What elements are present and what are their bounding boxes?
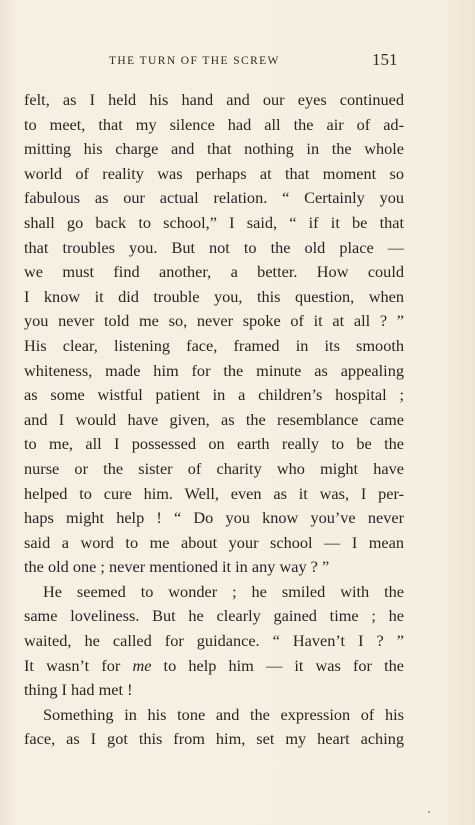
- text-line: helped to cure him. Well, even as it was, I per-: [24, 483, 404, 503]
- text-segment: It wasn’t for: [24, 655, 133, 675]
- text-line: said a word to me about your school — I mean: [24, 532, 404, 552]
- text-line: shall go back to school,” I said, “ if it be that: [24, 212, 404, 232]
- text-line-with-emphasis: [24, 654, 404, 679]
- text-line: as some wistful patient in a children’s hospital ;: [24, 385, 404, 405]
- text-line: fabulous as our actual relation. “ Certainly you: [24, 188, 404, 208]
- text-line: to me, all I possessed on earth really to be the: [24, 434, 404, 454]
- paper-speck: [428, 811, 430, 813]
- text-line: that troubles you. But not to the old place —: [24, 237, 404, 257]
- text-segment: to help him — it was for the: [151, 655, 404, 675]
- text-line: nurse or the sister of charity who might have: [24, 458, 404, 478]
- text-line: mitting his charge and that nothing in the whole: [24, 139, 404, 159]
- text-line: face, as I got this from him, set my heart aching: [24, 729, 404, 749]
- text-line: same loveliness. But he clearly gained time ; he: [24, 606, 404, 626]
- running-head: THE TURN OF THE SCREW: [109, 55, 280, 67]
- body-text: [24, 88, 404, 752]
- text-line: waited, he called for guidance. “ Haven’t I ? ”: [24, 631, 404, 651]
- emphasized-word: me: [132, 655, 152, 675]
- text-line: and I would have given, as the resemblance came: [24, 409, 404, 429]
- text-line: world of reality was perhaps at that moment so: [24, 163, 404, 183]
- text-line: thing I had met !: [24, 680, 133, 700]
- text-line: whiteness, made him for the minute as appealing: [24, 360, 404, 380]
- page-number: 151: [372, 50, 398, 69]
- text-line: you never told me so, never spoke of it at all ? ”: [24, 311, 404, 331]
- text-line: the old one ; never mentioned it in any way ? ”: [24, 557, 330, 577]
- page-header: [0, 50, 475, 74]
- text-line: haps might help ! “ Do you know you’ve never: [24, 508, 404, 528]
- text-line: to meet, that my silence had all the air of ad-: [24, 114, 404, 134]
- paragraph-first-line: Something in his tone and the expression of his: [43, 704, 404, 724]
- text-line: I know it did trouble you, this question, when: [24, 286, 404, 306]
- paragraph-first-line: He seemed to wonder ; he smiled with the: [43, 581, 404, 601]
- text-line: His clear, listening face, framed in its smooth: [24, 335, 404, 355]
- text-line: we must find another, a better. How could: [24, 262, 404, 282]
- text-line: felt, as I held his hand and our eyes continued: [24, 90, 404, 109]
